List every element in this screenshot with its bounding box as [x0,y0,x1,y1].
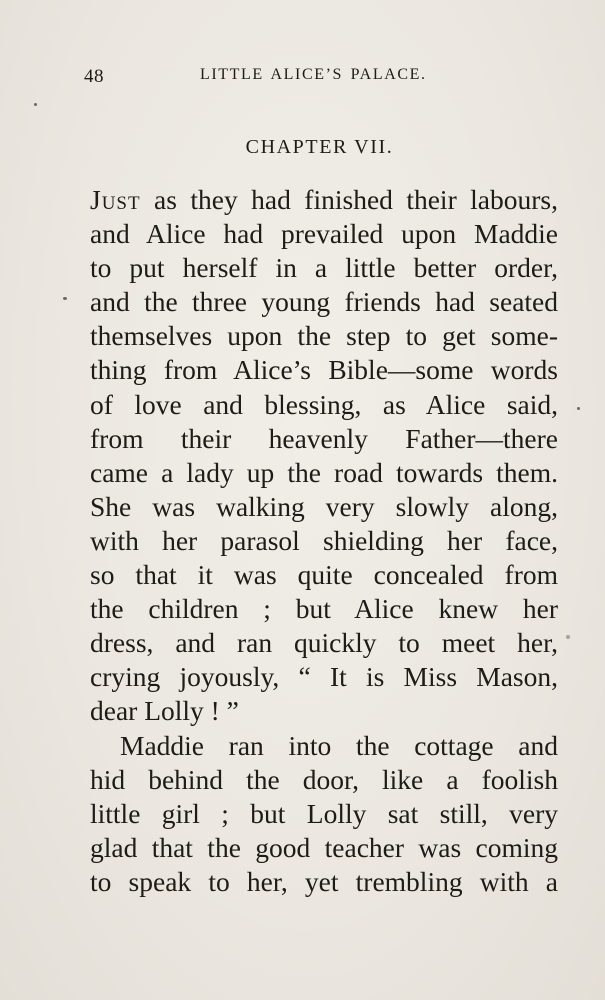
text-line: Maddie ran into the cottage and [120,729,558,761]
paper-speck [63,297,67,300]
text-line: from their heavenly Father—there [90,422,558,454]
paper-speck [34,103,37,106]
text-line: crying joyously, “ It is Miss Mason, [90,661,558,693]
text-line: the children ; but Alice knew her [90,593,558,625]
text-line: to speak to her, yet trembling with a [90,865,558,897]
paper-speck [566,635,570,639]
text-line: glad that the good teacher was coming [90,831,558,863]
text-line: with her parasol shielding her face, [90,524,558,556]
text-line: themselves upon the step to get some- [90,320,558,352]
text-line: little girl ; but Lolly sat still, very [90,797,558,829]
text-line: to put herself in a little better order, [90,252,558,284]
text-line: came a lady up the road towards them. [90,456,558,488]
text-line [90,183,558,217]
text-line: and Alice had prevailed upon Maddie [90,218,558,250]
page-number: 48 [84,66,104,87]
text-line: hid behind the door, like a foolish [90,763,558,795]
text-line: so that it was quite concealed from [90,559,558,591]
text-line: dear Lolly ! ” [90,695,239,727]
text-line: of love and blessing, as Alice said, [90,388,558,420]
body-text [90,183,558,899]
chapter-heading: CHAPTER VII. [245,136,394,158]
drop-word: Just [90,184,141,215]
text-line: dress, and ran quickly to meet her, [90,627,558,659]
running-title: LITTLE ALICE’S PALACE. [200,66,427,83]
text-line: She was walking very slowly along, [90,490,558,522]
text-line: thing from Alice’s Bible—some words [90,354,558,386]
running-head [84,66,554,96]
text-line: and the three young friends had seated [90,286,558,318]
line-text: as they had finished their labours, [140,184,558,215]
paper-speck [577,407,580,410]
